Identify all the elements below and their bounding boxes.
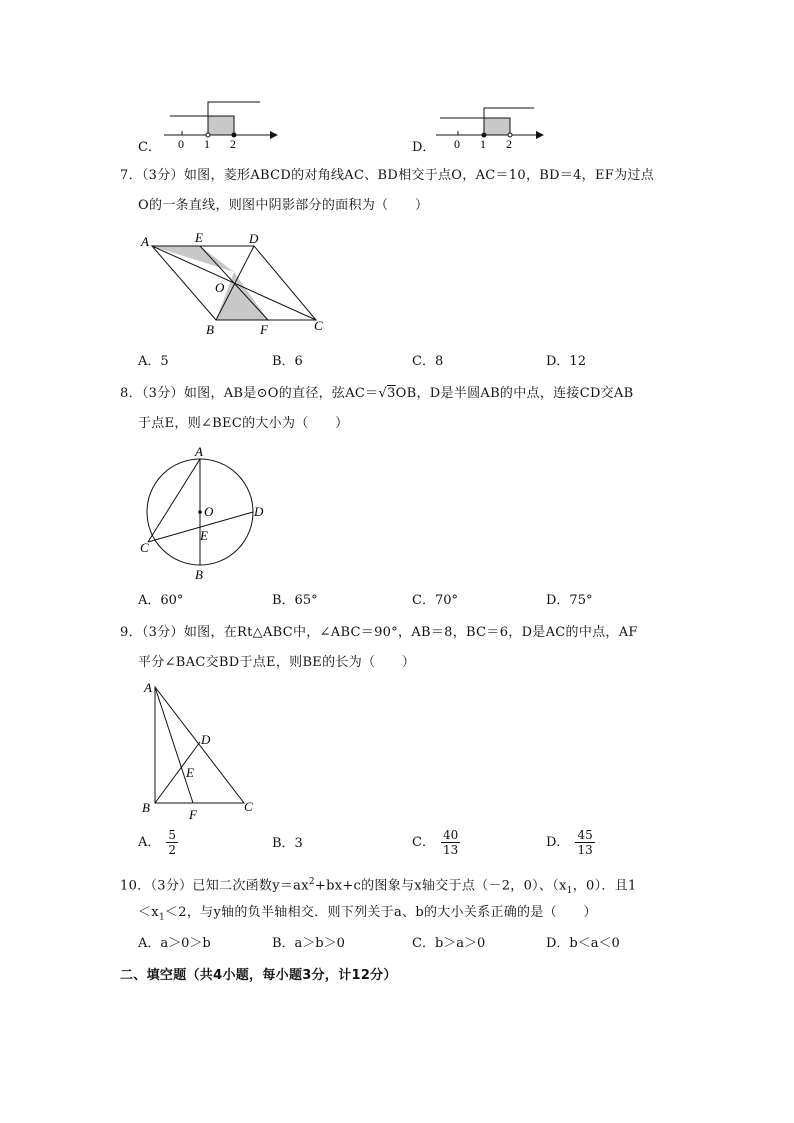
point-label-c: C: [314, 318, 323, 333]
denominator: 13: [442, 843, 459, 857]
q10-option-c: C．b＞a＞0: [412, 936, 486, 951]
point-label-e: E: [186, 765, 194, 780]
q9-triangle-figure: [138, 680, 268, 822]
point-label-a: A: [144, 680, 152, 695]
q10-part2: +bx+c的图象与x轴交于点（－2，0）、（x: [314, 878, 567, 894]
option-prefix: D．: [546, 835, 570, 850]
q8-circle-figure: [138, 442, 278, 584]
axis-arrow: [536, 131, 544, 139]
point-label-f: F: [260, 322, 268, 337]
q10-part4: ＜x: [138, 905, 159, 920]
q10-stem-line1: [120, 874, 637, 899]
numerator: 40: [442, 828, 459, 842]
denominator: 13: [577, 843, 593, 857]
fraction: [575, 828, 594, 857]
tick-label-0: 0: [454, 137, 460, 151]
point-label-f: F: [189, 807, 197, 822]
point-label-a: A: [141, 234, 149, 249]
q8-option-a: A．60°: [138, 593, 184, 608]
option-prefix: C．: [412, 835, 435, 850]
point-label-d: D: [201, 732, 211, 747]
q8-stem-line1: [120, 386, 634, 402]
q10-part1: 10．（3分）已知二次函数y＝ax: [120, 878, 309, 894]
point-label-d: D: [254, 504, 264, 519]
point-label-a: A: [195, 444, 203, 459]
subscript: 1: [158, 912, 165, 923]
tick-label-1: 1: [480, 137, 486, 151]
shaded-region: [208, 116, 234, 135]
shaded-triangle-top: [152, 246, 234, 272]
q7-stem-line2: O的一条直线，则图中阴影部分的面积为（ ）: [138, 198, 429, 213]
section-heading-fill-in: 二、填空题（共4小题，每小题3分，计12分）: [120, 968, 397, 983]
point-label-o: O: [204, 504, 214, 519]
q8-stem-part1: 8．（3分）如图，AB是⊙O的直径，弦AC＝: [120, 386, 379, 401]
q7-option-a: A．5: [138, 354, 169, 369]
tick-label-0: 0: [178, 137, 184, 151]
q10-stem-line2: [138, 905, 597, 926]
q9-option-a: [138, 828, 178, 857]
q7-stem-line1: 7．（3分）如图，菱形ABCD的对角线AC、BD相交于点O，AC＝10，BD＝4，EF为过点: [120, 168, 654, 183]
q8-stem-line2: 于点E，则∠BEC的大小为（ ）: [138, 416, 349, 431]
option-prefix: A．: [138, 835, 161, 850]
numerator: 45: [577, 828, 593, 842]
denominator: 2: [168, 843, 177, 857]
tick-label-2: 2: [230, 137, 236, 151]
point-label-d: D: [249, 231, 259, 246]
q7-option-d: D．12: [546, 354, 586, 369]
q9-option-d: [546, 828, 595, 857]
fraction: [166, 828, 178, 857]
q8-option-d: D．75°: [546, 593, 593, 608]
numerator: 5: [168, 828, 177, 842]
q7-option-c: C．8: [412, 354, 444, 369]
tick-label-1: 1: [204, 137, 210, 151]
subscript: 1: [566, 885, 573, 896]
point-label-b: B: [206, 322, 214, 337]
q8-option-b: B．65°: [272, 593, 318, 608]
fraction: [441, 828, 460, 857]
q7-rhombus-figure: [138, 228, 338, 340]
point-label-b: B: [142, 800, 150, 815]
point-label-c: C: [140, 540, 149, 555]
q10-part3: ，0）．且1: [572, 878, 637, 894]
shaded-region: [484, 118, 510, 135]
point-label-o: O: [215, 280, 225, 295]
point-label-c: C: [244, 799, 253, 814]
point-label-b: B: [195, 567, 203, 582]
sqrt-radicand: 3: [387, 386, 396, 401]
bisector-af: [155, 687, 193, 803]
q6-option-d-numberline: [432, 98, 552, 150]
q6-option-d-label: D．: [412, 140, 436, 155]
q8-option-c: C．70°: [412, 593, 458, 608]
q9-option-c: [412, 828, 460, 857]
q6-option-c-numberline: [160, 98, 280, 150]
q10-part5: ＜2，与y轴的负半轴相交．则下列关于a、b的大小关系正确的是（ ）: [164, 905, 597, 920]
q9-option-b: B．3: [272, 836, 303, 851]
axis-arrow: [270, 131, 278, 139]
exponent: 2: [308, 877, 315, 887]
q9-stem-line1: 9．（3分）如图，在Rt△ABC中，∠ABC＝90°，AB＝8，BC＝6，D是AC的中点，AF: [120, 625, 638, 640]
tick-label-2: 2: [506, 137, 512, 151]
q6-option-c-label: C．: [138, 140, 161, 155]
q10-option-b: B．a＞b＞0: [272, 936, 345, 951]
q10-option-d: D．b＜a＜0: [546, 936, 620, 951]
point-label-e: E: [195, 230, 203, 245]
q10-option-a: A．a＞0＞b: [138, 936, 211, 951]
q7-option-b: B．6: [272, 354, 303, 369]
q9-stem-line2: 平分∠BAC交BD于点E，则BE的长为（ ）: [138, 655, 416, 670]
point-label-e: E: [200, 528, 208, 543]
center-point: [198, 510, 202, 514]
sqrt-symbol: √: [378, 386, 388, 401]
q8-stem-part2: OB，D是半圆AB的中点，连接CD交AB: [395, 386, 634, 401]
